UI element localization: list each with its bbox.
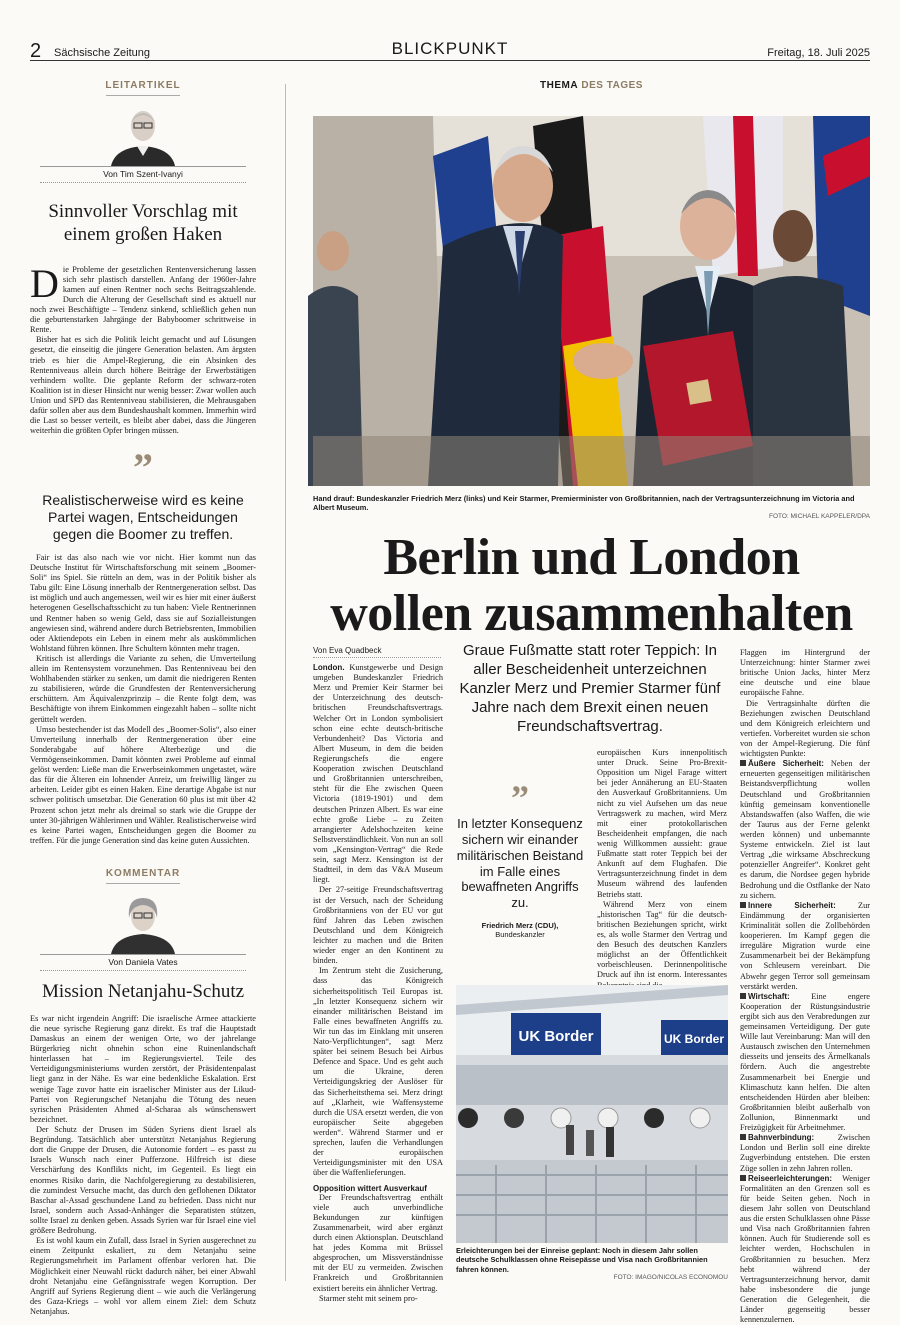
- headline-line: Berlin und London: [383, 528, 800, 586]
- headline-line: wollen zusammenhalten: [330, 584, 853, 642]
- article-para: Im Zentrum steht die Zusicherung, dass das Königreich sicherheitspolitisch Teil Europas ist. „In letzter Konsequenz sichern wir einander militärischen Beistand im Falle eines bewaffneten Angriffs zu. Wir tun das im Einklang mit unseren Nato-Verpflichtungen“, sagt Merz später bei seinem Besuch bei Airbus Defence and Space. Und es geht auch um die Ukraine, deren Verteidigungskrieg der Auslöser für das Sicherheitsthema sei. Merz dringt auf „Klarheit, wie Waffensysteme durch die USA ersetzt werden, die von europäischer Seite abgegeben werden“. Während Starmer und er sprechen, laufen die Verhandlungen der europäischen Verteidigungsminister mit den USA über die Waffenlieferungen.: [313, 966, 443, 1178]
- photo-credit: FOTO: MICHAEL KAPPELER/DPA: [768, 512, 870, 520]
- leitartikel-para: Kritisch ist allerdings die Variante zu sehen, die Umverteilung allein im Rentensystem vorzunehmen. Das Rentenniveau bei den Wohlhabenden stärker zu senken, um damit die niedrigeren Renten zu stabilisieren, würde die Grundfesten der Rentenversicherung erschüttern. Am Äquivalenzprinzip – die Rente folgt dem, was Beschäftigte von ihrem Einkommen eingezahlt haben – sollte nicht gerüttelt werden.: [30, 653, 256, 724]
- article-para: Der 27-seitige Freundschaftsvertrag ist der Versuch, nach der Scheidung Großbritanniens von der EU vor gut fünf Jahren das Leben zwischen Deutschland und dem Königreich leichter zu machen und die Briten wieder enger an den Kontinent zu binden.: [313, 885, 443, 966]
- header-rule: [30, 60, 870, 61]
- article-column-1: [313, 663, 443, 1303]
- kommentar-kicker: KOMMENTAR: [105, 868, 181, 880]
- page-number: 2: [30, 40, 42, 62]
- kommentar-body: [30, 1014, 256, 1317]
- kicker-rule: [106, 883, 180, 884]
- leitartikel-para: Bisher hat es sich die Politik leicht gemacht und auf Lösungen gesetzt, die einseitig die jüngere Generation belasten. Am ärgsten trieb es hier die Ampel-Regierung, die ein Absinken des Rentenniveaus allein durch höhere Beiträge der Erwerbstätigen verhindern wollte. Die geplante Reform der schwarz-roten Koalition ist in dieser Hinsicht nur wenig besser: Zwar wollen auch Union und SPD das Rentenniveau stabilisieren, die Mehrausgaben dafür sollen aber aus dem Bundeshaushalt kommen. Immerhin wird die Last so besser verteilt, es bleibt aber dabei, dass die Jüngeren weiterhin die größten Opfer bringen müssen.: [30, 335, 256, 436]
- thema-kicker-light: DES TAGES: [578, 80, 643, 91]
- main-headline: [313, 530, 870, 642]
- photo-caption: Erleichterungen bei der Einreise geplant: Noch in diesem Jahr sollen deutsche Schulklassen ohne Reisepässe und Visa nach Großbritannien fahren können.: [456, 1246, 708, 1274]
- leitartikel-kicker: LEITARTIKEL: [105, 80, 181, 91]
- leitartikel-body: [30, 260, 256, 437]
- uk-border-sign: UK Border: [518, 1028, 594, 1045]
- leitartikel-para: Fair ist das also nach wie vor nicht. Hier kommt nun das Deutsche Institut für Wirtschaftsforschung mit seinem „Boomer-Soli“ ins Spiel. Sie rütteln an dem, was in der Politik bisher als Tabu gilt: Eine Lösung innerhalb der Rentnergeneration selbst. Das ist möglich und auch angemessen, weil wir es hier mit einer äußerst heterogenen Gesellschaftsschicht zu tun haben: Viele Rentnerinnen und Rentner haben so wenig Geld, dass sie auf Sozialleistungen angewiesen sind, während andere durch Betriebsrenten, Immobilien oder Aktiendepots ein Leben in einem mehr als auskömmlichen Wohlstand führen können. Ihre Schultern könnten mehr tragen.: [30, 552, 256, 653]
- pull-quote: Realistischerweise wird es keine Partei wagen, Entscheidungen gegen die Boomer zu treffen.: [42, 492, 244, 543]
- article-para: Kunstgewerbe und Design umgeben Bundeskanzler Friedrich Merz und Premier Keir Starmer bei der Unterzeichnung des deutsch-britischen Freundschaftsvertrags. Welcher Ort in London symbolisiert schon eine echte deutsch-britische Verbundenheit? Das Victoria and Albert Museum, in dem die beiden Regierungschefs die engere Kooperation zwischen Deutschland und Großbritannien unterschreiben, steht für die Ehe zwischen Queen Victoria (1819-1901) und dem deutschen Prinzen Albert. Es war eine echte große Liebe – zu Zeiten arrangierter Adelshochzeiten keine Selbstverständlichkeit. Von nun an soll vom „Kensington-Vertrag“ die Rede sein, sagt Merz. Kensington ist der Stadtteil, in dem das V&A Museum liegt.: [313, 663, 443, 885]
- article-byline: Von Eva Quadbeck: [313, 646, 441, 658]
- bullet-square-icon: [740, 1175, 746, 1181]
- bullet-square-icon: [740, 1134, 746, 1140]
- article-para: Während Merz von einem „historischen Tag“ für die deutsch-britischen Beziehungen spricht, wirkt es, als wolle Starmer den Vertrag und den Besuch des deutschen Kanzlers möglichst an der Öffentlichkeit vorbeischleusen. Derinnenpolitische Druck auf ihn ist enorm. Interessantes: [597, 899, 727, 980]
- author-portrait-szent-ivanyi: [103, 104, 183, 166]
- author-portrait-vates: [103, 892, 183, 954]
- bullet-text: Neben der erneuerten gegenseitigen militärischen Beistandsverpflichtung wollen Deutschland und Großbritannien künftig gemeinsam konventionelle Abstandswaffen (also Waffen, die wie der Taurus aus der Ferne gelenkt werden können) und unbemannte Systeme entwickeln. Ziel ist laut Vertrag „die wirksame Abschreckung potenzieller Angreifer“. Konkret geht es darum, die Nordsee gegen hybride Bedrohung und die Ostflanke der Nato zu sichern.: [740, 759, 870, 900]
- bullet-square-icon: [740, 902, 746, 908]
- leitartikel-para: ie Probleme der gesetzlichen Rentenversicherung lassen sich sehr plastisch darstellen. Anfang der 1960er-Jahre kamen auf einen Rentner noch sechs Beitragszahlende. Durch die Alterung der Gesellschaft sind es aktuell nur noch zwei Beschäftigte – Tendenz sinkend, schließlich gehen nun die geburtenstarken Jahrgänge der Babyboomer schrittweise in Rente.: [30, 264, 256, 335]
- article-column-2: [597, 748, 727, 980]
- bullet-title: Wirtschaft:: [748, 991, 790, 1001]
- quote-mark-icon: ”: [133, 445, 153, 491]
- bullet-title: Reiseerleichterungen:: [748, 1173, 833, 1183]
- quote-mark-icon: ”: [511, 778, 529, 818]
- pull-quote-text: In letzter Konsequenz sichern wir einander militärischen Beistand im Falle eines bewaffneten Angriffs zu.: [456, 816, 584, 911]
- thema-des-tages: [313, 80, 870, 642]
- pull-quote-author: Friedrich Merz (CDU),: [481, 921, 559, 931]
- photo2-caption-block: [456, 1246, 728, 1281]
- issue-date: Freitag, 18. Juli 2025: [767, 47, 870, 59]
- thema-kicker-bold: THEMA: [540, 80, 579, 91]
- bullet-text: Zur Eindämmung der organisierten Kriminalität sollen die Zollbehörden kooperieren. Im Kampf gegen die irreguläre Migration wurde eine Zusammenarbeit bei der Bekämpfung von Schleusern vereinbart. Die Abwehr gegen Terror soll gemeinsam verstärkt werden.: [740, 900, 870, 991]
- article-pull-quote: [456, 780, 584, 939]
- dateline: London.: [313, 663, 345, 672]
- handshake-photo: [313, 116, 870, 486]
- article-column-3: [740, 648, 870, 1325]
- newspaper-name: Sächsische Zeitung: [54, 47, 150, 59]
- article-para: Starmer steht mit seinem pro-: [319, 1293, 418, 1303]
- left-column: [30, 80, 256, 1317]
- article-subhead: Opposition wittert Ausverkauf: [313, 1183, 427, 1193]
- kicker-rule: [106, 95, 180, 96]
- uk-border-sign: UK Border: [663, 1032, 725, 1046]
- bullet-title: Bahnverbindung:: [748, 1133, 815, 1143]
- kommentar-headline: Mission Netanjahu-Schutz: [41, 981, 245, 1003]
- bullet-text: Eine engere Kooperation der Rüstungsindustrie ergibt sich aus den Verabredungen zur gemeinsamen Verteidigung. Der gute Wille laut Vereinbarung: Man will den Austausch zwischen den Unternehmen diesseits und jenseits des Ärmelkanals fördern. Auch die angestrebte Zusammenarbeit bei Energie und Klimaschutz kann helfen. Die alten entscheidenden Hürden aber bleiben: Großbritannien bleibt außerhalb von Zollunion, Binnenmarkt und Freizügigkeit für Arbeitnehmer.: [740, 991, 870, 1133]
- photo-caption: Hand drauf: Bundeskanzler Friedrich Merz (links) und Keir Starmer, Premierminister von Großbritannien, nach der Vertragsunterzeichnung im Victoria and Albert Museum.: [313, 494, 855, 513]
- article-para: europäischen Kurs innenpolitisch unter Druck. Seine Pro-Brexit-Opposition um Nigel Farage wittert bei jeder Annäherung an EU-Staaten den Ausverkauf Großbritanniens. Um nicht zu viel Aufsehen um das neue Vertragswerk zu machen, wird Merz mit einer protokollarischen Bescheidenheit empfangen, die nach wenig Willkommen aussieht: graue Fußmatte statt roter Teppich bei der Ankunft auf dem Flughafen. Die Vertragsunterzeichnung findet in dem Museum während des laufenden Betriebs statt.: [597, 748, 727, 899]
- bullet-title: Innere Sicherheit:: [748, 900, 836, 910]
- bullet-text: Zwischen London und Berlin soll eine direkte Zugverbindung entstehen. Die ersten Züge sollen in zehn Jahren rollen.: [740, 1133, 870, 1173]
- dropcap: D: [30, 260, 59, 306]
- bullet-title: Äußere Sicherheit:: [748, 759, 824, 769]
- column-divider: [285, 84, 286, 1281]
- bullet-square-icon: [740, 760, 746, 766]
- thema-kicker: [313, 80, 870, 91]
- photo-credit: FOTO: IMAGO/NICOLAS ECONOMOU: [613, 1273, 728, 1281]
- author-byline: Von Daniela Vates: [40, 954, 246, 967]
- article-lede: Graue Fußmatte statt roter Teppich: In aller Bescheidenheit unterzeichnen Kanzler Merz und Premier Starmer fünf Jahre nach dem Brexit einen neuen Freundschaftsvertrag.: [459, 642, 721, 736]
- section-title: BLICKPUNKT: [391, 39, 509, 58]
- bullet-text: Weniger Formalitäten an den Grenzen soll es für beide Seiten geben. Noch in diesem Jahr sollen von Deutschland aus die ersten Schulklassen ohne Pässe und Visa nach Großbritannien fahren können. Auch für Studierende soll es leichter werden, Hochschulen in Großbritannien zu besuchen. Merz hebt während der Vertragsunterzeichnung hervor, damit habe insbesondere die junge Generation die Gelegenheit, die Länder gegenseitig besser kennenzulernen.: [740, 1173, 870, 1325]
- article-para: Die Vertragsinhalte dürften die Beziehungen zwischen Deutschland und dem Königreich erleichtern und vertiefen. Vorbereitet wurden sie schon von der Ampel-Regierung. Die fünf wichtigsten Punkte:: [740, 698, 870, 759]
- article-para: Flaggen im Hintergrund der Unterzeichnung: hinter Starmer zwei britische Union Jacks, hinter Merz eine deutsche und eine blaue europäische Fahne.: [740, 648, 870, 698]
- bullet-square-icon: [740, 993, 746, 999]
- kommentar-para: Es ist wohl kaum ein Zufall, dass Israel in Syrien ausgerechnet zu einem Zeitpunkt eskaliert, zu dem Netanjahu seine Regierungsmehrheit im Parlament offenbar verloren hat. Die Möglichkeit einer Neuwahl rückt dadurch näher, bei einer Abwahl droht Netanjahu eine Gefängnisstrafe wegen Korruption. Der Angriff auf Syriens Regierung dient – wie auch die Verlängerung des Gaza-Kriegs – wohl vor allem einem Ziel: dem Schutz Netanjahus.: [30, 1236, 256, 1316]
- leitartikel-headline: Sinnvoller Vorschlag mit einem großen Haken: [48, 201, 238, 245]
- kommentar-para: Der Schutz der Drusen im Süden Syriens dient Israel als Begründung. Tatsächlich aber unterstützt Netanjahus Regierung dort die Gruppe der Drusen, die Autonomie fordert – es passt zu Israels Wunsch nach einer Pufferzone. Hilfreich ist diese Verschärfung des Konflikts nicht, im Gegenteil. Es liegt ein enormes Risiko darin, die Nachfolgeregierung zu destabilisieren, die zumindest Versuche macht, das durch den geflohenen Diktator Baschar al-Assad geschundene Land zu befrieden. Dass nicht nur Israel, sondern auch Assad-Anhänger die Separatisten stützen, sollte Israel zu denken geben. Assads Syrien war für Israel eine viel größere Bedrohung.: [30, 1125, 256, 1236]
- byline-rule: [40, 182, 246, 183]
- kommentar-para: Es war nicht irgendein Angriff: Die israelische Armee attackierte die neue syrische Regierung ganz direkt. Es traf die Hauptstadt Damaskus an einem der wenigen Orte, wo der jahrelange Bürgerkrieg nicht ohnehin schon eine Ruinenlandschaft hinterlassen hat – im Regierungsviertel. Teile des Verteidigungsministeriums wurden zerstört, der Präsidentenpalast liegt ganz in der Nähe. Es war eine bedenkliche Eskalation. Erst wenige Tage zuvor hatte ein israelischer Minister aus der Likud-Partei von Regierungschef Netanjahu die Tötung des neuen syrischen Präsidenten Ahmed al-Scharaa als wünschenswert bezeichnet.: [30, 1013, 256, 1124]
- byline-rule: [40, 970, 246, 971]
- author-byline: Von Tim Szent-Ivanyi: [40, 166, 246, 179]
- article-para: Der Freundschaftsvertrag enthält viele auch unverbindliche Bekundungen zur künftigen Zusammenarbeit, wird aber ergänzt durch einen Aktionsplan. Deutschland hat jedes Komma mit Brüssel abgesprochen, um Missverständnisse mit der EU zu vermeiden. Zwischen Frankreich und Großbritannien existiert bereits ein ähnlicher Vertrag.: [313, 1192, 443, 1293]
- pull-quote-role: Bundeskanzler: [495, 930, 545, 940]
- uk-border-photo: [456, 985, 728, 1243]
- leitartikel-body-cont: [30, 553, 256, 846]
- leitartikel-para: Umso bestechender ist das Modell des „Boomer-Solis“, also einer Umverteilung innerhalb der Rentnergeneration über eine Sonderabgabe auf höhere Alterbezüge und die Vermögenseinkommen. Damit könnten zwei Probleme auf einmal gelöst werden: Ließe man die Erwerbseinkommen ungetastet, wäre das für die Älteren ein lohnender Anreiz, um freiwillig länger zu arbeiten. Leider gibt es einen Haken. Eine derartige Abgabe ist nur schwer politisch umsetzbar. Die Generation 60 plus ist mit über 42 Prozent schon jetzt mehr als dreimal so stark wie die Gruppe der unter 30-jährigen Wählerinnen und Wähler. Realistischerweise wird es keine Partei wagen, Entscheidungen gegen die Boomer zu treffen. Für die junge Generation sind das keine guten Aussichten.: [30, 724, 256, 845]
